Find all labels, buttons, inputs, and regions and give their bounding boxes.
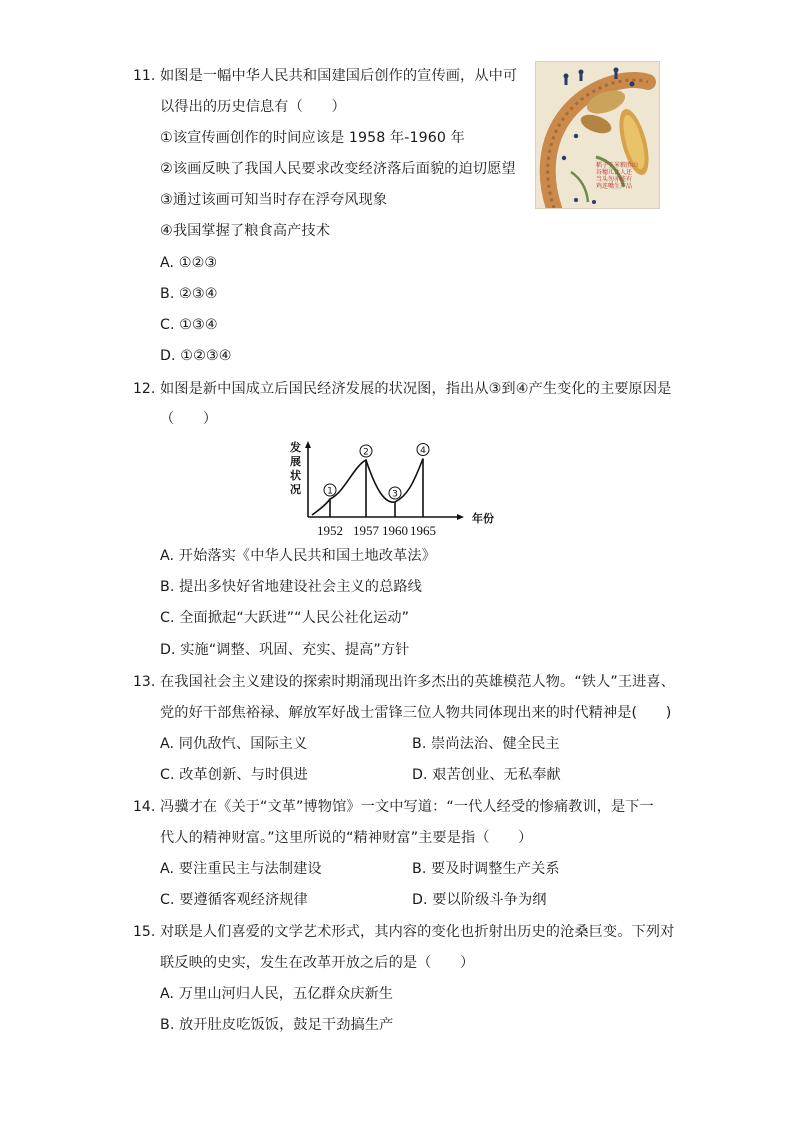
question-15-stem-line2: 联反映的史实，发生在改革开放之后的是（ ） — [160, 955, 475, 971]
poster-caption-line-2: 谷穗儿比人还 — [596, 169, 633, 176]
chart-x-tick-label-2: 1957 — [353, 523, 379, 538]
question-12-number: 12. — [133, 381, 156, 397]
question-11-statement-4: ④我国掌握了粮食高产技术 — [160, 223, 330, 239]
propaganda-poster-image — [535, 61, 660, 209]
question-15-option-b[interactable]: B. 放开肚皮吃饭饭，鼓足干劲搞生产 — [160, 1017, 394, 1033]
question-11-stem-line2: 以得出的历史信息有（ ） — [160, 99, 346, 115]
poster-caption-line-4: 鸡连嘴生产品 — [596, 183, 633, 190]
chart-x-axis-arrow — [457, 514, 464, 520]
question-13-option-b[interactable]: B. 崇尚法治、健全民主 — [412, 736, 560, 752]
poster-caption-line-3: 当头勿亦能有 — [596, 176, 633, 183]
question-12-option-c[interactable]: C. 全面掀起“大跃进”“人民公社化运动” — [160, 610, 410, 626]
question-14-option-a[interactable]: A. 要注重民主与法制建设 — [160, 861, 322, 877]
chart-point-label-3: 3 — [392, 489, 398, 500]
question-11-number: 11. — [133, 68, 156, 84]
question-11-stem-line1: 如图是一幅中华人民共和国建国后创作的宣传画，从中可 — [160, 68, 518, 84]
poster-caption — [596, 162, 656, 190]
question-15-option-a[interactable]: A. 万里山河归人民，五亿群众庆新生 — [160, 986, 394, 1002]
question-11-option-a[interactable]: A. ①②③ — [160, 255, 218, 271]
question-11-statement-3: ③通过该画可知当时存在浮夸风现象 — [160, 192, 388, 208]
question-11-statement-2: ②该画反映了我国人民要求改变经济落后面貌的迫切愿望 — [160, 161, 516, 177]
question-12-stem-line2: （ ） — [160, 411, 218, 427]
question-14-stem-line1: 冯骥才在《关于“文革”博物馆》一文中写道：“一代人经受的惨痛教训，是下一 — [160, 799, 654, 815]
question-12-option-a[interactable]: A. 开始落实《中华人民共和国土地改革法》 — [160, 548, 436, 564]
chart-point-label-4: 4 — [420, 446, 426, 456]
question-13-stem-line1: 在我国社会主义建设的探索时期涌现出许多杰出的英雄模范人物。“铁人”王进喜、 — [160, 674, 675, 690]
question-13-stem-line2: 党的好干部焦裕禄、解放军好战士雷锋三位人物共同体现出来的时代精神是( ) — [160, 705, 672, 721]
economic-development-chart — [282, 433, 512, 543]
question-14-option-d[interactable]: D. 要以阶级斗争为纲 — [412, 892, 547, 908]
chart-x-tick-label-4: 1965 — [410, 523, 436, 538]
poster-caption-line-1: 稻子王米粮胜山 — [596, 162, 639, 169]
question-13-number: 13. — [133, 674, 156, 690]
question-11-option-b[interactable]: B. ②③④ — [160, 286, 218, 302]
question-14-option-c[interactable]: C. 要遵循客观经济规律 — [160, 892, 308, 908]
chart-x-tick-label-1: 1952 — [317, 523, 343, 538]
question-11-statement-1: ①该宣传画创作的时间应该是 1958 年-1960 年 — [160, 130, 465, 146]
question-15-number: 15. — [133, 924, 156, 940]
question-12-stem-line1: 如图是新中国成立后国民经济发展的状况图，指出从③到④产生变化的主要原因是 — [160, 381, 672, 397]
question-15-stem-line1: 对联是人们喜爱的文学艺术形式，其内容的变化也折射出历史的沧桑巨变。下列对 — [160, 924, 675, 940]
economic-development-chart-svg — [282, 433, 512, 543]
question-12-option-b[interactable]: B. 提出多快好省地建设社会主义的总路线 — [160, 579, 422, 595]
question-14-stem-line2: 代人的精神财富。”这里所说的“精神财富”主要是指（ ） — [160, 830, 533, 846]
question-13-option-a[interactable]: A. 同仇敌忾、国际主义 — [160, 736, 308, 752]
chart-point-label-2: 2 — [363, 447, 369, 458]
chart-xlabel: 年份 — [472, 512, 494, 525]
question-13-option-d[interactable]: D. 艰苦创业、无私奉献 — [412, 767, 561, 783]
question-11-option-c[interactable]: C. ①③④ — [160, 317, 218, 333]
question-12-option-d[interactable]: D. 实施“调整、巩固、充实、提高”方针 — [160, 642, 410, 658]
chart-ylabel-char-1: 发 — [290, 441, 301, 454]
chart-ylabel-char-3: 状 — [290, 469, 301, 482]
question-11-option-d[interactable]: D. ①②③④ — [160, 348, 232, 364]
question-13-option-c[interactable]: C. 改革创新、与时俱进 — [160, 767, 308, 783]
question-14-option-b[interactable]: B. 要及时调整生产关系 — [412, 861, 560, 877]
question-14-number: 14. — [133, 799, 156, 815]
chart-ylabel-char-2: 展 — [290, 455, 301, 468]
chart-point-label-1: 1 — [327, 486, 333, 497]
chart-ylabel-char-4: 况 — [290, 483, 301, 496]
chart-y-axis-arrow — [305, 441, 311, 448]
chart-x-tick-label-3: 1960 — [382, 523, 408, 538]
